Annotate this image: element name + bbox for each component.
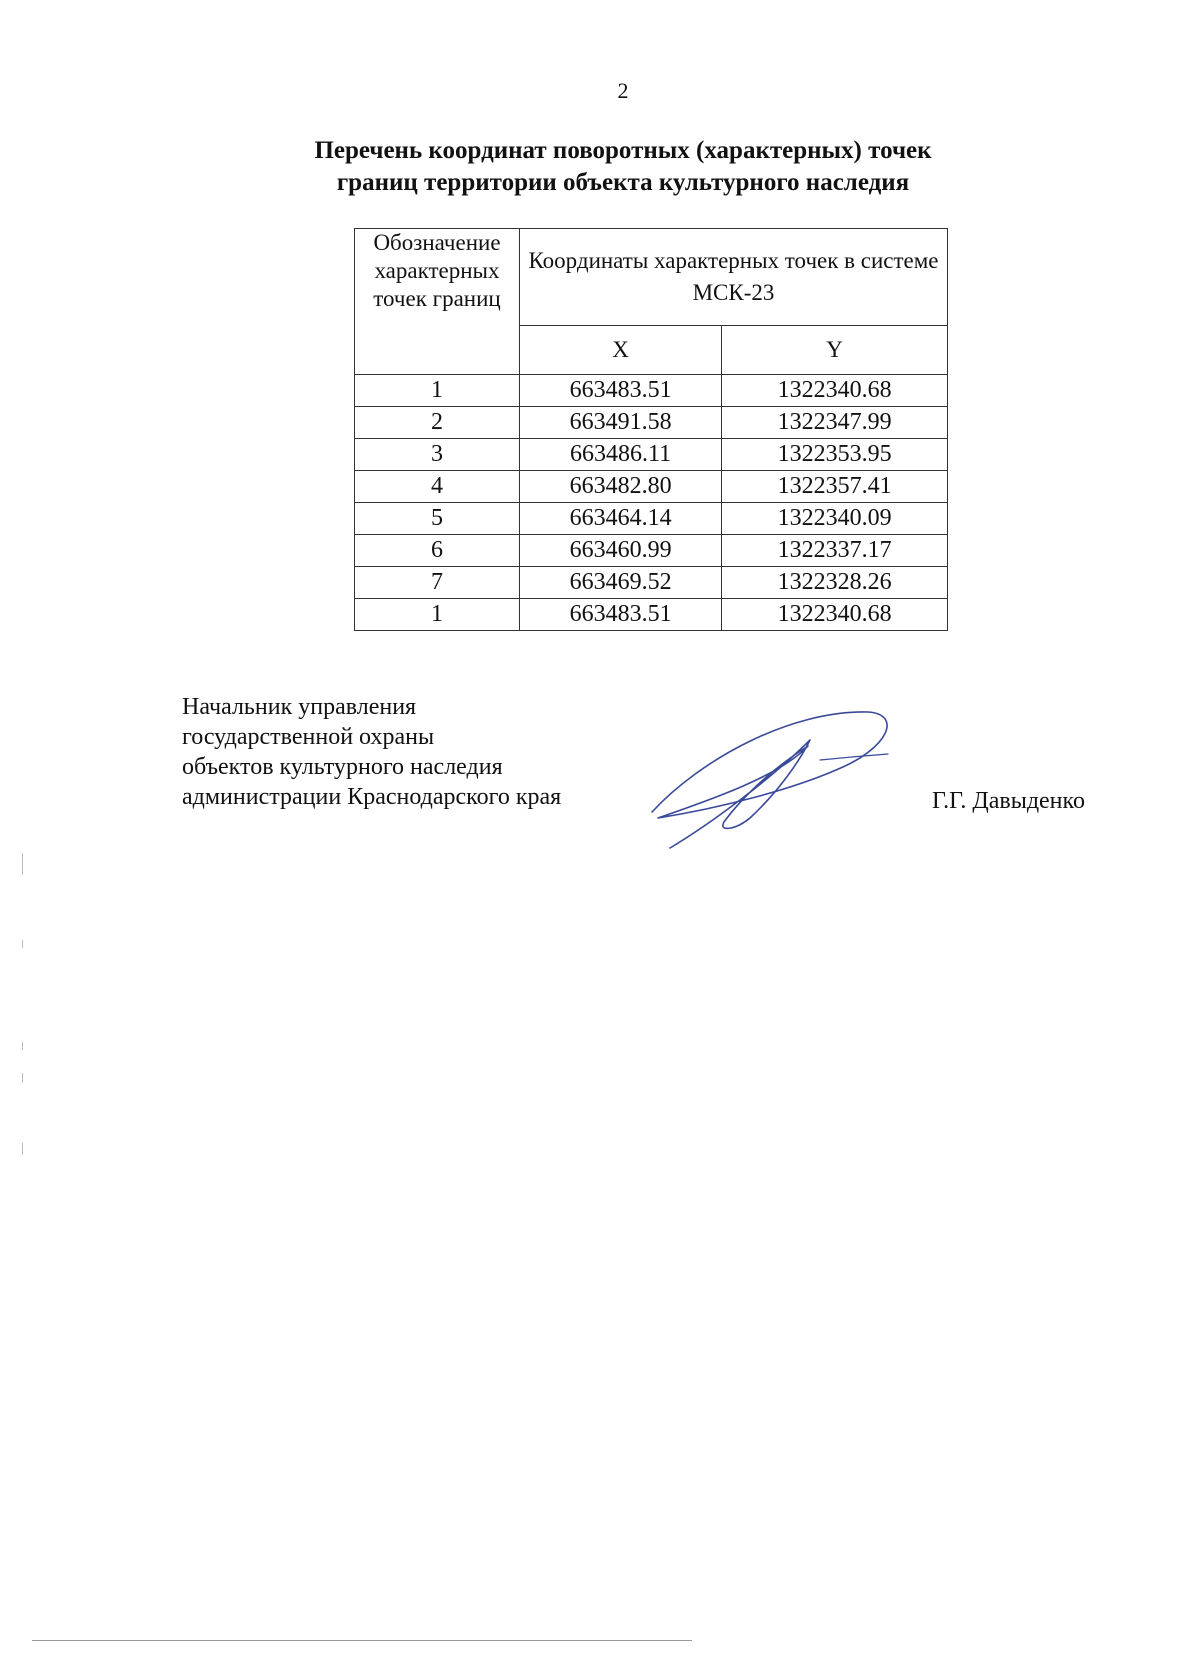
x-cell: 663483.51 — [520, 375, 722, 407]
footer-rule — [32, 1640, 692, 1641]
point-cell: 2 — [355, 407, 520, 439]
y-cell: 1322340.09 — [722, 503, 948, 535]
coordinates-table — [354, 228, 948, 631]
x-cell: 663469.52 — [520, 567, 722, 599]
position-line: государственной охраны — [182, 724, 435, 750]
table-header-row — [355, 229, 948, 326]
x-cell: 663460.99 — [520, 535, 722, 567]
y-cell: 1322340.68 — [722, 375, 948, 407]
point-cell: 4 — [355, 471, 520, 503]
point-cell: 3 — [355, 439, 520, 471]
scan-margin-mark — [22, 1042, 23, 1050]
scan-margin-mark — [22, 853, 23, 875]
x-cell: 663483.51 — [520, 599, 722, 631]
position-line: администрации Краснодарского края — [182, 784, 562, 810]
handwritten-signature — [640, 700, 920, 860]
header-coordinates: Координаты характерных точек в системе МСК-23 — [520, 229, 948, 326]
table-row — [355, 567, 948, 599]
table-row — [355, 535, 948, 567]
x-cell: 663482.80 — [520, 471, 722, 503]
y-cell: 1322328.26 — [722, 567, 948, 599]
table-row — [355, 407, 948, 439]
position-line: объектов культурного наследия — [182, 754, 503, 780]
table-row — [355, 439, 948, 471]
signature-stroke — [652, 712, 887, 848]
y-cell: 1322353.95 — [722, 439, 948, 471]
scan-margin-mark — [22, 1143, 23, 1155]
point-cell: 6 — [355, 535, 520, 567]
y-cell: 1322337.17 — [722, 535, 948, 567]
position-line: Начальник управления — [182, 694, 417, 720]
table-row — [355, 599, 948, 631]
document-title — [0, 135, 1200, 199]
signature-underline — [820, 754, 888, 760]
y-cell: 1322347.99 — [722, 407, 948, 439]
table-row — [355, 471, 948, 503]
page-number: 2 — [617, 78, 629, 103]
header-x: X — [520, 326, 722, 375]
point-cell: 1 — [355, 599, 520, 631]
x-cell: 663486.11 — [520, 439, 722, 471]
header-designation: Обозначение характерных точек границ — [355, 229, 520, 375]
y-cell: 1322357.41 — [722, 471, 948, 503]
title-line-2: границ территории объекта культурного наследия — [336, 169, 910, 196]
title-line-1: Перечень координат поворотных (характерных) точек — [314, 137, 932, 164]
signer-name: Г.Г. Давыденко — [932, 788, 1085, 814]
signer-position — [182, 692, 561, 812]
point-cell: 7 — [355, 567, 520, 599]
scan-margin-mark — [22, 1073, 23, 1083]
point-cell: 1 — [355, 375, 520, 407]
y-cell: 1322340.68 — [722, 599, 948, 631]
header-y: Y — [722, 326, 948, 375]
point-cell: 5 — [355, 503, 520, 535]
table-row — [355, 375, 948, 407]
x-cell: 663491.58 — [520, 407, 722, 439]
scan-margin-mark — [22, 940, 23, 948]
table-row — [355, 503, 948, 535]
x-cell: 663464.14 — [520, 503, 722, 535]
